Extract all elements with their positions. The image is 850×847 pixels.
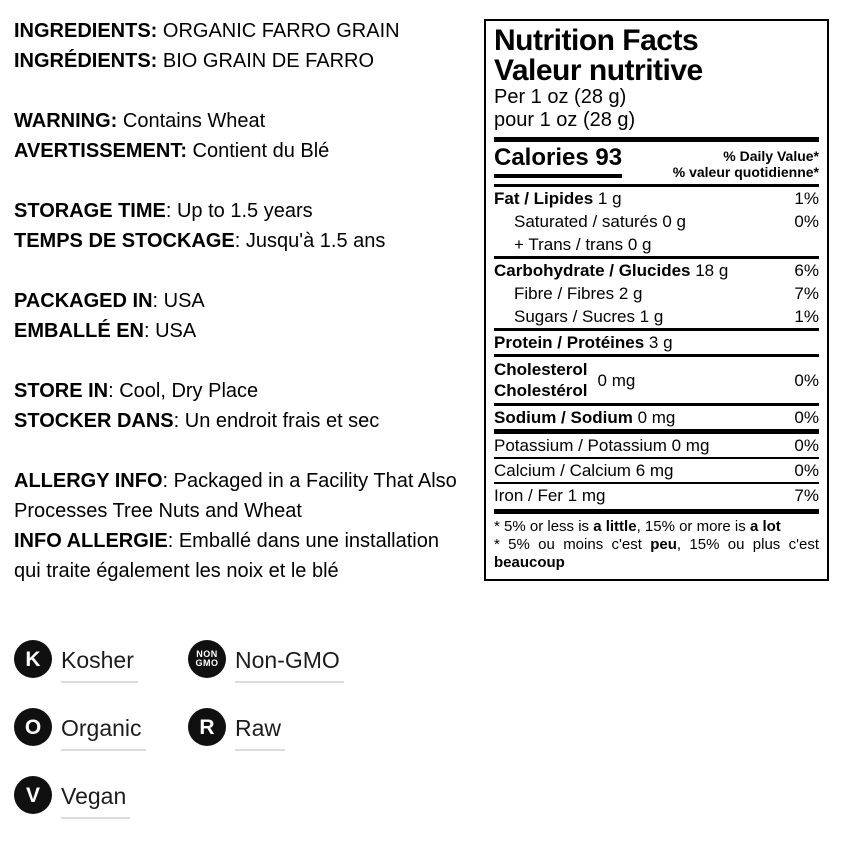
nf-row-potassium-name: Potassium / Potassium 0 mg [494, 436, 710, 455]
nf-row-potassium-dv: 0% [794, 436, 819, 455]
vegan-icon [14, 776, 52, 814]
nf-daily-value-header [673, 146, 819, 180]
nf-row-saturated-name: Saturated / saturés 0 g [514, 212, 686, 231]
nf-calories [494, 146, 622, 178]
nf-row-fat-dv: 1% [794, 189, 819, 208]
nf-daily-value-header-en: % Daily Value* [723, 148, 819, 164]
warning-label-en: WARNING: [14, 110, 118, 132]
allergy-info-value-fr: : Emballé dans une installation qui traite également les noix et le blé [14, 530, 439, 582]
nf-footnote-fr-bold2: beaucoup [494, 554, 565, 571]
nf-cholesterol-stack [494, 359, 588, 401]
packaged-in-section [14, 286, 460, 346]
storage-time-line-fr [14, 226, 460, 256]
nf-row-fibre [494, 282, 819, 305]
non-gmo-icon-line1: NON [196, 649, 218, 659]
store-in-line-fr [14, 406, 460, 436]
packaged-in-line-fr [14, 316, 460, 346]
badge-kosher [14, 640, 188, 683]
nf-row-protein-amount: 3 g [644, 333, 673, 352]
ingredients-label-fr: INGRÉDIENTS: [14, 50, 158, 72]
ingredients-label-en: INGREDIENTS: [14, 20, 158, 42]
nf-row-carbohydrate-amount: 18 g [690, 261, 729, 280]
nf-row-protein [494, 328, 819, 354]
nf-row-trans [494, 233, 819, 256]
nf-row-sodium-amount: 0 mg [632, 408, 676, 427]
storage-time-value-en: : Up to 1.5 years [165, 200, 313, 222]
organic-icon-letter: O [24, 715, 42, 739]
nf-row-calcium-dv: 0% [794, 461, 819, 480]
badge-organic [14, 708, 188, 751]
nf-row-fat [494, 184, 819, 210]
product-info-column [14, 16, 460, 616]
packaged-in-label-fr: EMBALLÉ EN [14, 320, 144, 342]
nf-row-iron-dv: 7% [794, 486, 819, 505]
nf-title-en: Nutrition Facts [494, 24, 699, 57]
nf-row-carbohydrate-dv: 6% [794, 261, 819, 280]
badge-non-gmo-label: Non-GMO [235, 647, 344, 683]
certification-badges [14, 640, 344, 819]
ingredients-line-en [14, 16, 460, 46]
nf-footnote-en-bold1: a little [593, 518, 637, 535]
nf-row-carbohydrate-bold: Carbohydrate / Glucides [494, 261, 691, 280]
nf-footnote-en-bold2: a lot [749, 518, 781, 535]
nf-calories-row [494, 142, 819, 184]
storage-time-section [14, 196, 460, 256]
organic-icon [14, 708, 52, 746]
nf-footnote-en [494, 518, 819, 536]
ingredients-line-fr [14, 46, 460, 76]
nf-footnote-fr-mid: , 15% ou plus c'est [676, 536, 819, 553]
nf-row-fat-name [494, 189, 622, 208]
storage-time-label-en: STORAGE TIME [14, 200, 166, 222]
nf-row-potassium [494, 429, 819, 457]
nutrition-facts-panel [484, 19, 829, 581]
nf-title-fr: Valeur nutritive [494, 54, 703, 87]
nf-row-saturated [494, 210, 819, 233]
ingredients-value-en: ORGANIC FARRO GRAIN [157, 20, 400, 42]
storage-time-line-en [14, 196, 460, 226]
allergy-info-label-en: ALLERGY INFO [14, 470, 163, 492]
packaged-in-value-fr: : USA [144, 320, 197, 342]
nf-row-fat-amount: 1 g [593, 189, 622, 208]
nf-row-fibre-name: Fibre / Fibres 2 g [514, 284, 643, 303]
nf-calories-value: 93 [595, 144, 623, 171]
nf-footnote-fr-bold1: peu [650, 536, 677, 553]
vegan-icon-letter: V [25, 783, 40, 807]
warning-line-en [14, 106, 460, 136]
store-in-label-fr: STOCKER DANS [14, 410, 174, 432]
nf-serving-size-fr: pour 1 oz (28 g) [494, 109, 636, 131]
nf-row-carbohydrate [494, 256, 819, 282]
nf-footnote [494, 509, 819, 572]
non-gmo-icon-line2: GMO [195, 658, 219, 668]
packaged-in-line-en [14, 286, 460, 316]
nf-footnote-en-mid: , 15% or more is [636, 518, 750, 535]
non-gmo-icon [188, 640, 226, 678]
warning-line-fr [14, 136, 460, 166]
nf-daily-value-header-fr: % valeur quotidienne* [672, 164, 819, 180]
nf-row-sugars [494, 305, 819, 328]
badge-non-gmo [188, 640, 344, 683]
nf-row-iron [494, 482, 819, 507]
raw-icon [188, 708, 226, 746]
kosher-icon-letter: K [25, 647, 41, 671]
store-in-value-fr: : Un endroit frais et sec [173, 410, 380, 432]
allergy-info-label-fr: INFO ALLERGIE [14, 530, 168, 552]
nf-row-fat-bold: Fat / Lipides [494, 189, 594, 208]
ingredients-value-fr: BIO GRAIN DE FARRO [157, 50, 375, 72]
badge-organic-label: Organic [61, 715, 146, 751]
nf-row-sugars-dv: 1% [794, 307, 819, 326]
nf-row-sodium-bold: Sodium / Sodium [494, 408, 633, 427]
store-in-section [14, 376, 460, 436]
nf-row-cholesterol-dv: 0% [794, 370, 819, 390]
store-in-label-en: STORE IN [14, 380, 109, 402]
warning-label-fr: AVERTISSEMENT: [14, 140, 187, 162]
badge-raw [188, 708, 344, 751]
nf-row-protein-name [494, 333, 673, 352]
nf-row-sodium-dv: 0% [794, 408, 819, 427]
nf-row-trans-name: + Trans / trans 0 g [514, 235, 652, 254]
nf-row-carbohydrate-name [494, 261, 728, 280]
nf-row-cholesterol [494, 354, 819, 403]
packaged-in-value-en: : USA [152, 290, 205, 312]
nf-cholesterol-amount: 0 mg [597, 370, 636, 390]
store-in-value-en: : Cool, Dry Place [108, 380, 259, 402]
nf-row-calcium-name: Calcium / Calcium 6 mg [494, 461, 674, 480]
allergy-info-line-en [14, 466, 460, 526]
nf-row-calcium [494, 457, 819, 482]
allergy-info-section [14, 466, 460, 586]
nf-cholesterol-fr: Cholestérol [494, 381, 588, 400]
nf-row-sodium [494, 403, 819, 429]
badge-vegan-label: Vegan [61, 783, 130, 819]
badge-kosher-label: Kosher [61, 647, 138, 683]
nf-serving-size-en: Per 1 oz (28 g) [494, 86, 627, 108]
packaged-in-label-en: PACKAGED IN [14, 290, 153, 312]
nf-row-iron-name: Iron / Fer 1 mg [494, 486, 606, 505]
warning-value-en: Contains Wheat [117, 110, 266, 132]
allergy-info-value-en: : Packaged in a Facility That Also Processes Tree Nuts and Wheat [14, 470, 457, 522]
nf-cholesterol-en: Cholesterol [494, 360, 588, 379]
kosher-icon [14, 640, 52, 678]
nf-footnote-en-pre: * 5% or less is [494, 518, 594, 535]
allergy-info-line-fr [14, 526, 460, 586]
nf-row-cholesterol-name [494, 359, 635, 401]
store-in-line-en [14, 376, 460, 406]
nf-row-protein-bold: Protein / Protéines [494, 333, 645, 352]
nf-footnote-fr [494, 536, 819, 572]
nf-row-fibre-dv: 7% [794, 284, 819, 303]
storage-time-value-fr: : Jusqu'à 1.5 ans [234, 230, 386, 252]
badge-raw-label: Raw [235, 715, 285, 751]
nf-row-saturated-dv: 0% [794, 212, 819, 231]
ingredients-section [14, 16, 460, 76]
warning-value-fr: Contient du Blé [186, 140, 330, 162]
raw-icon-letter: R [199, 715, 215, 739]
nf-calories-label: Calories [494, 144, 589, 171]
nf-row-sodium-name [494, 408, 675, 427]
storage-time-label-fr: TEMPS DE STOCKAGE [14, 230, 235, 252]
nf-row-sugars-name: Sugars / Sucres 1 g [514, 307, 664, 326]
nf-footnote-fr-pre: * 5% ou moins c'est [494, 536, 651, 553]
warning-section [14, 106, 460, 166]
badge-vegan [14, 776, 188, 819]
